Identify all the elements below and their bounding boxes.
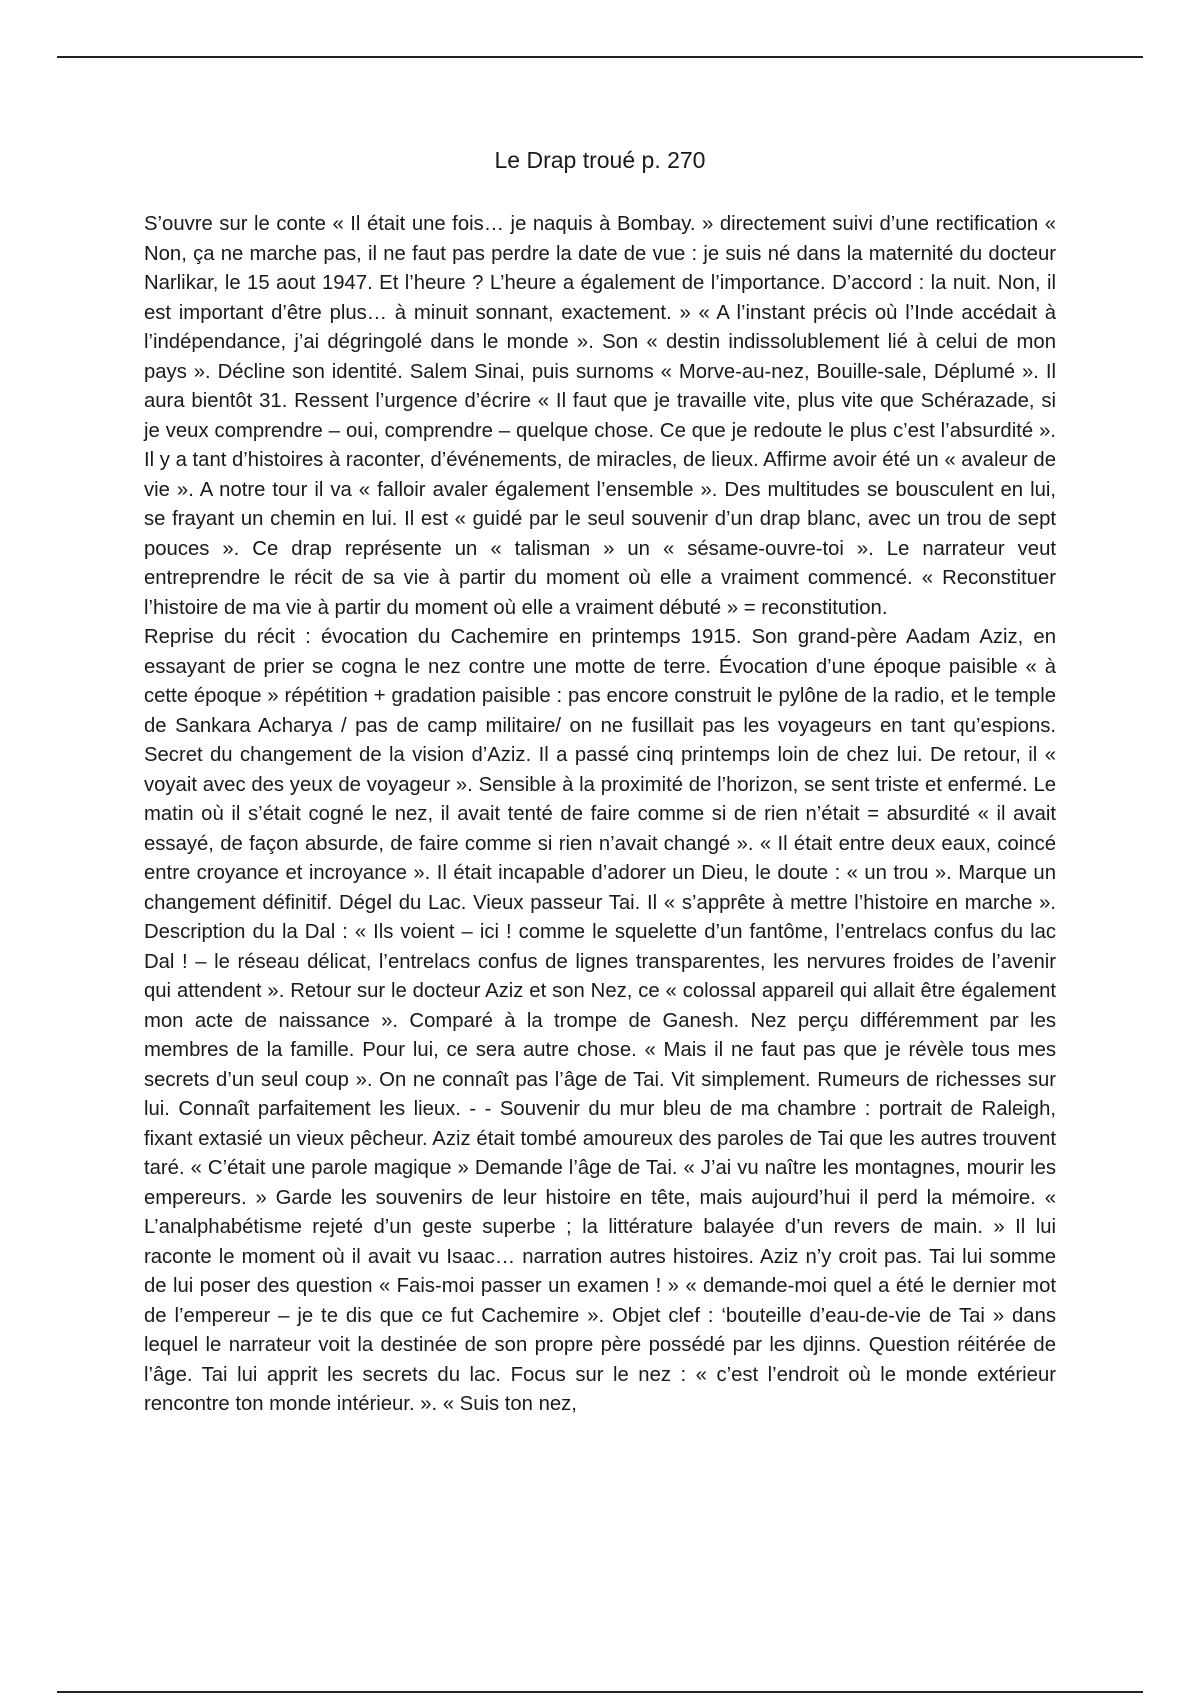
document-body bbox=[144, 210, 1056, 1420]
header-rule bbox=[57, 56, 1143, 58]
paragraph-1: S’ouvre sur le conte « Il était une fois… je naquis à Bombay. » directement suivi d’une rectification « Non, ça ne marche pas, il ne faut pas perdre la date de vue : je suis né dans la maternité du docteur Narlikar, le 15 aout 1947. Et l’heure ? L’heure a également de l’importance. D’accord : la nuit. Non, il est important d’être plus… à minuit sonnant, exactement. » « A l’instant précis où l’Inde accédait à l’indépendance, j’ai dégringolé dans le monde ». Son « destin indissolublement lié à celui de mon pays ». Décline son identité. Salem Sinai, puis surnoms « Morve-au-nez, Bouille-sale, Déplumé ». Il aura bientôt 31. Ressent l’urgence d’écrire « Il faut que je travaille vite, plus vite que Schérazade, si je veux comprendre – oui, comprendre – quelque chose. Ce que je redoute le plus c’est l’absurdité ». Il y a tant d’histoires à raconter, d’événements, de miracles, de lieux. Affirme avoir été un « avaleur de vie ». A notre tour il va « falloir avaler également l’ensemble ». Des multitudes se bousculent en lui, se frayant un chemin en lui. Il est « guidé par le seul souvenir d’un drap blanc, avec un trou de sept pouces ». Ce drap représente un « talisman » un « sésame-ouvre-toi ». Le narrateur veut entreprendre le récit de sa vie à partir du moment où elle a vraiment commencé. « Reconstituer l’histoire de ma vie à partir du moment où elle a vraiment débuté » = reconstitution. bbox=[144, 213, 1056, 619]
footer-rule bbox=[57, 1691, 1143, 1693]
paragraph-2: Reprise du récit : évocation du Cachemire en printemps 1915. Son grand-père Aadam Aziz, en essayant de prier se cogna le nez contre une motte de terre. Évocation d’une époque paisible « à cette époque » répétition + gradation paisible : pas encore construit le pylône de la radio, et le temple de Sankara Acharya / pas de camp militaire/ on ne fusillait pas les voyageurs en tant qu’espions. Secret du changement de la vision d’Aziz. Il a passé cinq printemps loin de chez lui. De retour, il « voyait avec des yeux de voyageur ». Sensible à la proximité de l’horizon, se sent triste et enfermé. Le matin où il s’était cogné le nez, il avait tenté de faire comme si de rien n’était = absurdité « il avait essayé, de façon absurde, de faire comme si rien n’avait changé ». « Il était entre deux eaux, coincé entre croyance et incroyance ». Il était incapable d’adorer un Dieu, le doute : « un trou ». Marque un changement définitif. Dégel du Lac. Vieux passeur Tai. Il « s’apprête à mettre l’histoire en marche ». Description du la Dal : « Ils voient – ici ! comme le squelette d’un fantôme, l’entrelacs confus du lac Dal ! – le réseau délicat, l’entrelacs confus de lignes transparentes, les nervures froides de l’avenir qui attendent ». Retour sur le docteur Aziz et son Nez, ce « colossal appareil qui allait être également mon acte de naissance ». Comparé à la trompe de Ganesh. Nez perçu différemment par les membres de la famille. Pour lui, ce sera autre chose. « Mais il ne faut pas que je révèle tous mes secrets d’un seul coup ». On ne connaît pas l’âge de Tai. Vit simplement. Rumeurs de richesses sur lui. Connaît parfaitement les lieux. - - Souvenir du mur bleu de ma chambre : portrait de Raleigh, fixant extasié un vieux pêcheur. Aziz était tombé amoureux des paroles de Tai que les autres trouvent taré. « C’était une parole magique » Demande l’âge de Tai. « J’ai vu naître les montagnes, mourir les empereurs. » Garde les souvenirs de leur histoire en tête, mais aujourd’hui il perd la mémoire. « L’analphabétisme rejeté d’un geste superbe ; la littérature balayée d’un revers de main. » Il lui raconte le moment où il avait vu Isaac… narration autres histoires. Aziz n’y croit pas. Tai lui somme de lui poser des question « Fais-moi passer un examen ! » « demande-moi quel a été le dernier mot de l’empereur – je te dis que ce fut Cachemire ». Objet clef : ‘bouteille d’eau-de-vie de Tai » dans lequel le narrateur voit la destinée de son propre père possédé par les djinns. Question réitérée de l’âge. Tai lui apprit les secrets du lac. Focus sur le nez : « c’est l’endroit où le monde extérieur rencontre ton monde intérieur. ». « Suis ton nez, bbox=[144, 626, 1056, 1415]
page-title: Le Drap troué p. 270 bbox=[494, 147, 706, 173]
